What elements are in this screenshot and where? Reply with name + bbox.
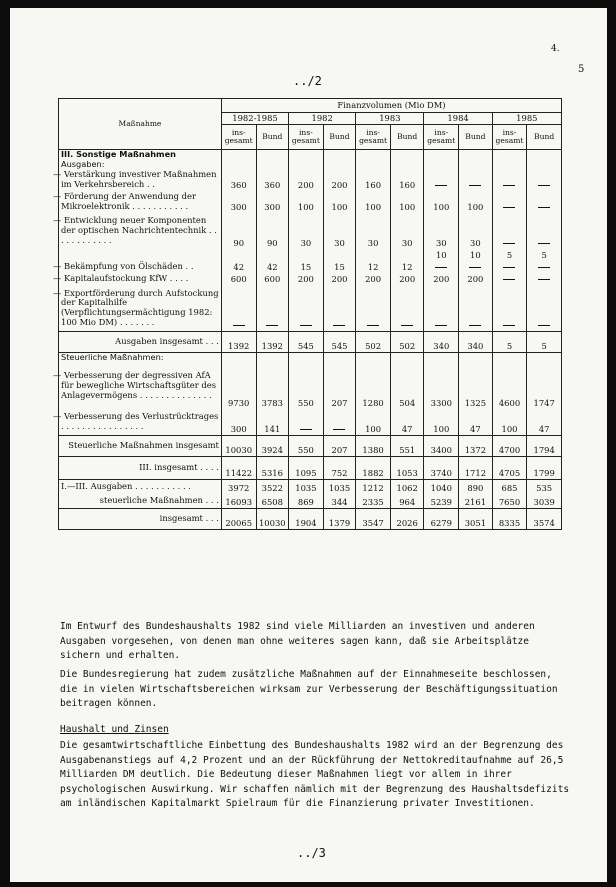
- table-cell: 20065: [221, 509, 256, 530]
- header-total: ins- gesamt: [356, 125, 391, 150]
- table-cell: 12: [390, 261, 424, 273]
- table-cell: 207: [323, 436, 356, 457]
- table-cell: 600: [256, 273, 289, 285]
- table-cell: 100: [459, 191, 493, 213]
- table-cell: 30: [356, 213, 391, 249]
- table-cell: 300: [221, 409, 256, 436]
- table-cell: [356, 285, 391, 332]
- header-year: 1984: [424, 113, 492, 125]
- table-cell: 30: [390, 213, 424, 249]
- table-cell: [459, 160, 493, 170]
- table-cell: 100: [424, 409, 459, 436]
- table-cell: 5: [492, 332, 527, 353]
- dash-mark: [435, 267, 447, 268]
- table-cell: [323, 285, 356, 332]
- table-cell: [356, 353, 391, 363]
- table-cell: 5239: [424, 494, 459, 509]
- table-cell: 100: [492, 409, 527, 436]
- table-cell: [289, 353, 324, 363]
- table-cell: [527, 191, 562, 213]
- table-cell: [390, 160, 424, 170]
- section-title: Ausgaben:: [59, 160, 222, 170]
- table-cell: 10030: [221, 436, 256, 457]
- table-cell: 3300: [424, 363, 459, 409]
- table-cell: [289, 160, 324, 170]
- dash-mark: [469, 185, 481, 186]
- table-cell: 3924: [256, 436, 289, 457]
- table-cell: 15: [289, 261, 324, 273]
- table-cell: [256, 353, 289, 363]
- section-title: III. Sonstige Maßnahmen: [59, 150, 222, 160]
- table-cell: 1794: [527, 436, 562, 457]
- dash-mark: [333, 429, 345, 430]
- table-cell: 1280: [356, 363, 391, 409]
- document-page: [10, 8, 607, 882]
- table-cell: [356, 249, 391, 261]
- table-cell: 964: [390, 494, 424, 509]
- corner-mark: 4.: [551, 44, 560, 54]
- table-cell: 141: [256, 409, 289, 436]
- table-cell: 3400: [424, 436, 459, 457]
- table-cell: [221, 285, 256, 332]
- table-cell: [390, 353, 424, 363]
- table-cell: [459, 169, 493, 191]
- table-cell: 3574: [527, 509, 562, 530]
- table-cell: 100: [356, 409, 391, 436]
- table-cell: 1372: [459, 436, 493, 457]
- table-cell: 3051: [459, 509, 493, 530]
- table-cell: [492, 353, 527, 363]
- table-row: [59, 285, 562, 332]
- table-cell: 200: [390, 273, 424, 285]
- table-cell: 502: [390, 332, 424, 353]
- table-cell: [492, 261, 527, 273]
- table-cell: [390, 249, 424, 261]
- row-label: — Verstärkung investiver Maßnahmen im Verkehrsbereich . .: [59, 169, 222, 191]
- table-cell: [424, 353, 459, 363]
- paragraph-3: Die gesamtwirtschaftliche Einbettung des Bundeshaushalts 1982 wird an der Begrenzung des Ausgabenanstiegs auf 4,2 Prozent und an der Rückführung der Nettokreditaufnahme auf 26,5 Milliarden DM deutlich. Die Bedeutung dieser Maßnahmen liegt vor allem in ihrer psychologischen Auswirkung. Wir schaffen nämlich mit der Begrenzung des Haushaltsdefizits am inländischen Kapitalmarkt Spielraum für die Finanzierung privater Investitionen.: [60, 740, 570, 809]
- table-cell: [289, 150, 324, 160]
- table-cell: 4700: [492, 436, 527, 457]
- row-label: insgesamt . . .: [59, 509, 222, 530]
- table-cell: [323, 409, 356, 436]
- table-cell: 6508: [256, 494, 289, 509]
- table-cell: [289, 249, 324, 261]
- header-bund: Bund: [527, 125, 562, 150]
- table-cell: [356, 160, 391, 170]
- table-cell: [459, 353, 493, 363]
- table-cell: 340: [424, 332, 459, 353]
- table-cell: 1212: [356, 480, 391, 495]
- dash-mark: [503, 207, 515, 208]
- table-cell: 3972: [221, 480, 256, 495]
- table-cell: 502: [356, 332, 391, 353]
- table-cell: 550: [289, 436, 324, 457]
- grand-steuer-row: [59, 494, 562, 509]
- table-cell: 30: [289, 213, 324, 249]
- table-cell: [390, 285, 424, 332]
- table-row: [59, 363, 562, 409]
- table-cell: 545: [323, 332, 356, 353]
- row-label: Ausgaben insgesamt . . .: [59, 332, 222, 353]
- table-cell: [492, 213, 527, 249]
- row-label: — Kapitalaufstockung KfW . . . .: [59, 273, 222, 285]
- table-cell: [289, 409, 324, 436]
- row-label: I.—III. Ausgaben . . . . . . . . . . .: [59, 480, 222, 495]
- row-label: — Bekämpfung von Ölschäden . .: [59, 261, 222, 273]
- table-cell: 90: [256, 213, 289, 249]
- table-cell: 100: [356, 191, 391, 213]
- table-cell: 360: [221, 169, 256, 191]
- table-cell: [424, 261, 459, 273]
- row-label: [59, 249, 222, 261]
- table-cell: [492, 273, 527, 285]
- header-finance: Finanzvolumen (Mio DM): [221, 99, 561, 113]
- table-row: [59, 261, 562, 273]
- table-cell: 9730: [221, 363, 256, 409]
- table-cell: 300: [221, 191, 256, 213]
- table-cell: [459, 261, 493, 273]
- table-cell: [323, 249, 356, 261]
- table-cell: [256, 150, 289, 160]
- table-cell: [527, 353, 562, 363]
- table-cell: 42: [256, 261, 289, 273]
- table-cell: 1095: [289, 457, 324, 480]
- dash-mark: [266, 325, 278, 326]
- table-cell: [356, 150, 391, 160]
- table-cell: [424, 169, 459, 191]
- table-cell: 100: [289, 191, 324, 213]
- table-cell: 3783: [256, 363, 289, 409]
- section-sonstige: [53, 149, 562, 353]
- table-cell: 16093: [221, 494, 256, 509]
- table-cell: 5: [492, 249, 527, 261]
- table-cell: 1062: [390, 480, 424, 495]
- table-cell: [492, 285, 527, 332]
- table-cell: 1325: [459, 363, 493, 409]
- table-cell: [492, 150, 527, 160]
- table-cell: 1747: [527, 363, 562, 409]
- section-title-row: [59, 353, 562, 363]
- table-cell: [527, 261, 562, 273]
- table-cell: 2161: [459, 494, 493, 509]
- table-row: [59, 169, 562, 191]
- dash-mark: [367, 325, 379, 326]
- row-label: Steuerliche Maßnahmen insgesamt: [59, 436, 222, 457]
- sum-row: [59, 332, 562, 353]
- table-cell: 1392: [256, 332, 289, 353]
- dash-mark: [401, 325, 413, 326]
- table-cell: 1904: [289, 509, 324, 530]
- table-cell: [323, 353, 356, 363]
- row-label: — Förderung der Anwendung der Mikroelektronik . . . . . . . . . . .: [59, 191, 222, 213]
- table-cell: 6279: [424, 509, 459, 530]
- header-measure: Maßnahme: [59, 99, 222, 150]
- dash-mark: [538, 185, 550, 186]
- table-cell: 30: [459, 213, 493, 249]
- table-cell: [323, 150, 356, 160]
- table-cell: 7650: [492, 494, 527, 509]
- table-row: [59, 409, 562, 436]
- side-mark: 5: [578, 64, 585, 75]
- table-cell: [221, 150, 256, 160]
- dash-mark: [538, 243, 550, 244]
- table-cell: 300: [256, 191, 289, 213]
- table-cell: [459, 285, 493, 332]
- header-bund: Bund: [256, 125, 289, 150]
- table-cell: 752: [323, 457, 356, 480]
- table-cell: [221, 353, 256, 363]
- table-cell: [527, 160, 562, 170]
- table-cell: 42: [221, 261, 256, 273]
- table-cell: 1712: [459, 457, 493, 480]
- table-cell: 4600: [492, 363, 527, 409]
- row-label: steuerliche Maßnahmen . . .: [59, 494, 222, 509]
- dash-mark: [469, 267, 481, 268]
- table-cell: [424, 160, 459, 170]
- table-cell: 12: [356, 261, 391, 273]
- table-cell: [527, 169, 562, 191]
- table-cell: [492, 169, 527, 191]
- table-cell: [256, 160, 289, 170]
- dash-mark: [333, 325, 345, 326]
- table-cell: 5316: [256, 457, 289, 480]
- dash-mark: [300, 325, 312, 326]
- table-cell: 1035: [289, 480, 324, 495]
- section-title: Steuerliche Maßnahmen:: [59, 353, 222, 363]
- table-cell: [221, 160, 256, 170]
- row-label: — Entwicklung neuer Komponenten der optischen Nachrichtentechnik . . . . . . . . . . . .: [59, 213, 222, 249]
- table-cell: 100: [424, 191, 459, 213]
- table-cell: 200: [424, 273, 459, 285]
- table-cell: [390, 150, 424, 160]
- table-cell: 5: [527, 332, 562, 353]
- table-cell: 200: [289, 273, 324, 285]
- row-label: — Exportförderung durch Aufstockung der Kapitalhilfe (Verpflichtungsermächtigung 1982: 100 Mio DM) . . . . . . .: [59, 285, 222, 332]
- table-cell: 2335: [356, 494, 391, 509]
- table-row: [59, 191, 562, 213]
- grand-ausgaben-row: [59, 480, 562, 495]
- dash-mark: [503, 185, 515, 186]
- table-cell: 890: [459, 480, 493, 495]
- table-cell: 1035: [323, 480, 356, 495]
- table-cell: [527, 273, 562, 285]
- header-bund: Bund: [459, 125, 493, 150]
- row-label: — Verbesserung des Verlustrücktrages . . . . . . . . . . . . . . . .: [59, 409, 222, 436]
- header-bund: Bund: [323, 125, 356, 150]
- table-row: [59, 213, 562, 249]
- table-cell: 30: [323, 213, 356, 249]
- table-cell: [323, 160, 356, 170]
- grand-total-row: [59, 509, 562, 530]
- table-cell: 8335: [492, 509, 527, 530]
- page-number-bottom: ../3: [297, 846, 326, 860]
- table-cell: 1392: [221, 332, 256, 353]
- table-cell: 1380: [356, 436, 391, 457]
- dash-mark: [435, 325, 447, 326]
- table-cell: 10030: [256, 509, 289, 530]
- header-year: 1985: [492, 113, 561, 125]
- header-year: 1982-1985: [221, 113, 288, 125]
- section-steuerlich: [53, 352, 562, 457]
- table-cell: 10: [424, 249, 459, 261]
- header-year: 1982: [289, 113, 356, 125]
- table-cell: 2026: [390, 509, 424, 530]
- header-bund: Bund: [390, 125, 424, 150]
- header-total: ins- gesamt: [221, 125, 256, 150]
- table-cell: 869: [289, 494, 324, 509]
- dash-mark: [503, 279, 515, 280]
- table-cell: [256, 249, 289, 261]
- dash-mark: [469, 325, 481, 326]
- table-cell: 15: [323, 261, 356, 273]
- table-cell: 551: [390, 436, 424, 457]
- dash-mark: [503, 267, 515, 268]
- dash-mark: [503, 325, 515, 326]
- table-cell: 10: [459, 249, 493, 261]
- table-cell: 30: [424, 213, 459, 249]
- table-cell: 11422: [221, 457, 256, 480]
- table-cell: 360: [256, 169, 289, 191]
- page-number-top: ../2: [293, 74, 322, 88]
- section-totals: [59, 457, 562, 530]
- table-cell: 3547: [356, 509, 391, 530]
- header-year: 1983: [356, 113, 424, 125]
- section-heading: Haushalt und Zinsen: [60, 724, 169, 735]
- table-row: [59, 249, 562, 261]
- table-cell: 100: [323, 191, 356, 213]
- table-cell: [527, 213, 562, 249]
- dash-mark: [503, 243, 515, 244]
- dash-mark: [538, 325, 550, 326]
- table-cell: 200: [459, 273, 493, 285]
- table-cell: 1040: [424, 480, 459, 495]
- table-cell: 200: [356, 273, 391, 285]
- table-cell: [289, 285, 324, 332]
- table-cell: 600: [221, 273, 256, 285]
- table-cell: 535: [527, 480, 562, 495]
- table-cell: 47: [459, 409, 493, 436]
- table-cell: 1882: [356, 457, 391, 480]
- table-cell: 3039: [527, 494, 562, 509]
- table-cell: 3522: [256, 480, 289, 495]
- table-cell: [459, 150, 493, 160]
- paragraph-1: Im Entwurf des Bundeshaushalts 1982 sind viele Milliarden an investiven und anderen Ausgaben vorgesehen, von denen man ohne weiteres sagen kann, daß sie Arbeitsplätze sichern und erhalten.: [60, 621, 535, 661]
- table-cell: 685: [492, 480, 527, 495]
- table-cell: 200: [323, 273, 356, 285]
- table-cell: 340: [459, 332, 493, 353]
- table-cell: [221, 249, 256, 261]
- dash-mark: [538, 279, 550, 280]
- paragraph-2: Die Bundesregierung hat zudem zusätzliche Maßnahmen auf der Einnahmeseite beschlossen, die in vielen Wirtschaftsbereichen wirksam zur Verbesserung der Beschäftigungssituation beitragen können.: [60, 669, 558, 709]
- dash-mark: [538, 207, 550, 208]
- dash-mark: [233, 325, 245, 326]
- table-cell: [424, 285, 459, 332]
- table-cell: 207: [323, 363, 356, 409]
- table-cell: 504: [390, 363, 424, 409]
- table-cell: 100: [390, 191, 424, 213]
- row-label: — Verbesserung der degressiven AfA für bewegliche Wirtschaftsgüter des Anlagevermögens . . . . . . . . . . . . . .: [59, 363, 222, 409]
- table-cell: 1379: [323, 509, 356, 530]
- section-title-row: [59, 160, 562, 170]
- table-cell: 90: [221, 213, 256, 249]
- dash-mark: [300, 429, 312, 430]
- table-cell: 5: [527, 249, 562, 261]
- table-cell: [527, 150, 562, 160]
- header-total: ins- gesamt: [492, 125, 527, 150]
- table-cell: 200: [289, 169, 324, 191]
- table-cell: 200: [323, 169, 356, 191]
- table-cell: 550: [289, 363, 324, 409]
- finance-table: [53, 98, 562, 530]
- table-cell: 47: [527, 409, 562, 436]
- table-cell: 160: [390, 169, 424, 191]
- table-cell: [492, 160, 527, 170]
- table-cell: [492, 191, 527, 213]
- sum-row: [59, 436, 562, 457]
- table-cell: 3740: [424, 457, 459, 480]
- table-cell: [424, 150, 459, 160]
- table-cell: 47: [390, 409, 424, 436]
- header-total: ins- gesamt: [424, 125, 459, 150]
- table-cell: 545: [289, 332, 324, 353]
- table-cell: [256, 285, 289, 332]
- table-row: [59, 273, 562, 285]
- dash-mark: [538, 267, 550, 268]
- table-cell: [527, 285, 562, 332]
- row-label: III. insgesamt . . . .: [59, 457, 222, 480]
- table-cell: 344: [323, 494, 356, 509]
- dash-mark: [435, 185, 447, 186]
- table-cell: 1053: [390, 457, 424, 480]
- total-iii-row: [59, 457, 562, 480]
- section-title-row: [59, 150, 562, 160]
- header-total: ins- gesamt: [289, 125, 324, 150]
- table-cell: 4705: [492, 457, 527, 480]
- table-cell: 160: [356, 169, 391, 191]
- table-cell: 1799: [527, 457, 562, 480]
